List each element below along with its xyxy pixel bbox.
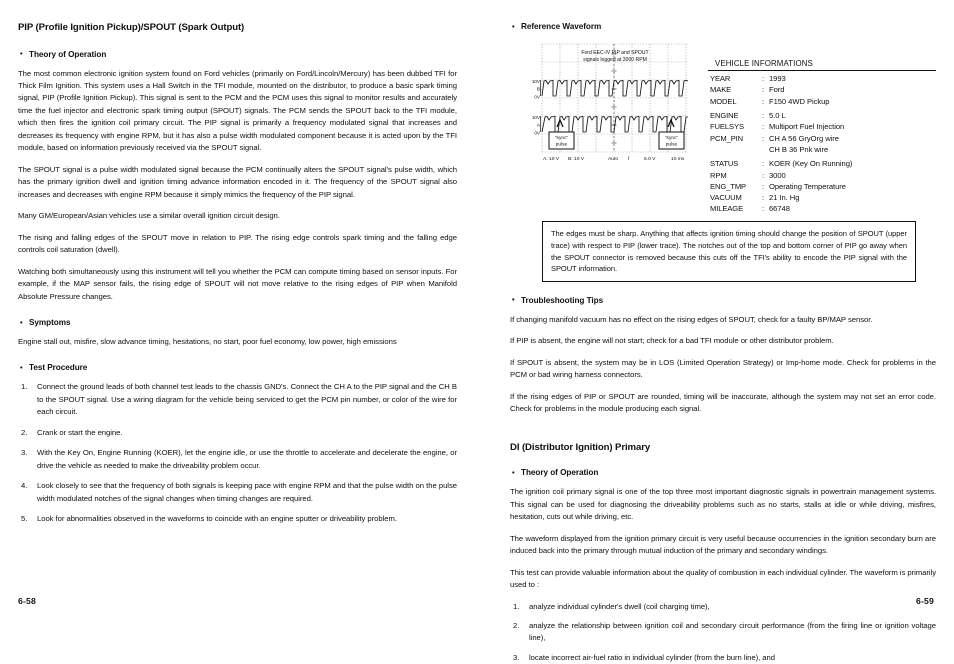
svg-text:Ford EEC-IV PIP and SPOUT: Ford EEC-IV PIP and SPOUT [581, 50, 649, 56]
vi-colon: : [762, 96, 765, 106]
svg-text:signals logged at 3000 RPM: signals logged at 3000 RPM [583, 57, 647, 63]
vi-key [710, 145, 762, 156]
table-row [710, 108, 852, 123]
list-item: Look for abnormalities observed in the waveforms to coincide with an engine sputter or driveability problem. [37, 514, 397, 524]
svg-text:6.0 V: 6.0 V [644, 157, 656, 162]
paragraph: If SPOUT is absent, the system may be in LOS (Limited Operation Strategy) or Imp-home mode. Check for problems in the PCM or bad wiring harness connectors. [510, 357, 936, 380]
vi-colon: : [762, 122, 765, 132]
waveform-note-box [542, 221, 916, 282]
vi-value: 5.0 L [769, 111, 786, 121]
vi-colon: : [762, 159, 765, 169]
vi-key: VACUUM [710, 193, 742, 203]
oscilloscope-waveform-image [516, 40, 694, 168]
svg-text:Auto: Auto [608, 157, 619, 162]
table-row [710, 122, 852, 133]
paragraph-symptoms: Engine stall out, misfire, slow advance timing, hesitations, no start, poor fuel economy, low power, high emissions [18, 337, 397, 346]
paragraph: The most common electronic ignition system found on Ford vehicles (primarily on Ford/Lincoln/Mercury) has been dubbed TFI for Thick Film Ignition. This system uses a Hall Switch in the TFI module, mounted on the distributor, to produce a basic spark timing signal, PIP (Profile Ignition Pickup). This signal is sent to the PCM and the PCM uses this signal to monitor results and accurately time the fuel injector and electronic spark timing output (SPOUT) signals. The PCM sends the SPOUT back to the TFI module, which then fires the ignition coil primary circuit. The PIP signal is primarily a frequency modulated signal that increases and decreases its frequency with engine RPM, but it has also a pulse width modulated component because it is acted upon by the TFI module, based on information previously received via the SPOUT signal. [18, 68, 457, 153]
svg-text:A: 10 V: A: 10 V [543, 157, 560, 162]
table-row [710, 182, 852, 193]
svg-text:f: f [628, 157, 630, 162]
vi-key: ENGINE [710, 111, 739, 121]
list-item: analyze individual cylinder's dwell (coil charging time), [529, 601, 710, 611]
vi-value: 21 In. Hg [769, 193, 800, 203]
paragraph: The SPOUT signal is a pulse width modulated signal because the PCM continually alters the SPOUT signal's pulse width, which has the primary ignition dwell and ignition timing advance information encoded in it. The frequency of the SPOUT signal also increases and decreases with engine RPM because it simply mimics the frequency of the PIP signal. [18, 164, 457, 199]
vi-value: F150 4WD Pickup [769, 96, 830, 106]
page-number-right: 6-59 [915, 596, 934, 606]
paragraph: The rising and falling edges of the SPOUT move in relation to PIP. The rising edge controls spark timing and the falling edge controls coil saturation (dwell). [18, 232, 457, 255]
vi-colon: : [762, 133, 765, 143]
table-row [710, 156, 852, 171]
vi-value: Operating Temperature [769, 181, 846, 191]
vi-colon: : [762, 170, 765, 180]
heading-symptoms: • Symptoms [18, 318, 457, 327]
svg-text:0V: 0V [534, 130, 540, 136]
vi-colon: : [762, 74, 765, 84]
svg-text:10V: 10V [531, 79, 540, 84]
page-title-pip-spout: PIP (Profile Ignition Pickup)/SPOUT (Spark Output) [18, 22, 245, 33]
list-item: locate incorrect air-fuel ratio in individual cylinder (from the burn line), and [529, 652, 775, 662]
list-item: Look closely to see that the frequency of both signals is keeping pace with engine RPM and that the pulse width on the pulse width modulated notches of the signal changes when timing changes are required. [37, 481, 457, 503]
paragraph: This test can provide valuable information about the quality of combustion in each individual cylinder. The waveform is primarily used to : [510, 567, 936, 590]
vi-key: PCM_PIN [710, 133, 744, 143]
vi-key: YEAR [710, 74, 731, 84]
svg-text:pulse: pulse [665, 142, 678, 148]
vi-colon: : [762, 204, 765, 214]
vehicle-information-title: VEHICLE INFORMATIONS [708, 60, 936, 71]
svg-text:A: A [536, 123, 540, 129]
paragraph: The waveform displayed from the ignition primary circuit is very useful because occurrencies in the ignition secondary burn are induced back into the primary through mutual induction of the primary and secondary windings. [510, 533, 936, 556]
table-row [710, 193, 852, 204]
right-page [477, 0, 954, 662]
vi-key: MILEAGE [710, 204, 744, 214]
vi-value: Multiport Fuel Injection [769, 122, 845, 132]
scope-svg [516, 40, 694, 168]
table-row [710, 133, 852, 144]
note-text: The edges must be sharp. Anything that affects ignition timing should change the position of SPOUT (upper trace) with respect to PIP (lower trace). The notches out of the top and bottom corner of PIP go away when the SPOUT connector is removed because this cuts off the TFI's ability to encode the PIP signal with the SPOUT information. [551, 229, 907, 274]
list-item: analyze the relationship between ignition coil and secondary circuit performance (from the firing line or ignition voltage line), [529, 621, 936, 643]
page-number-left: 6-58 [18, 596, 37, 606]
vi-colon: : [762, 111, 765, 121]
test-procedure-list [18, 381, 457, 525]
vehicle-information-table [710, 74, 852, 216]
table-row [710, 171, 852, 182]
svg-text:0V: 0V [534, 94, 540, 100]
vi-value: CH B 36 Pnk wire [769, 144, 829, 154]
list-item: Connect the ground leads of both channel test leads to the chassis GND's. Connect the CH A to the PIP signal and the CH B to the SPOUT signal. Use a wiring diagram for the vehicle being serviced to get the PCM pin number, or color of the wire for each circuit. [37, 382, 457, 417]
vi-value: 66748 [769, 204, 790, 214]
spacer [510, 425, 936, 438]
table-row [710, 145, 852, 156]
vi-key: RPM [710, 170, 727, 180]
svg-text:10 ms: 10 ms [671, 157, 685, 162]
vi-colon: : [762, 193, 765, 203]
svg-text:"sync": "sync" [664, 136, 679, 141]
heading-theory-of-operation: • Theory of Operation [18, 50, 457, 59]
paragraph: If the rising edges of PIP or SPOUT are rounded, timing will be inaccurate, although the system may not set an error code. Check for problems in the module producing each signal. [510, 391, 936, 414]
reference-waveform-row [510, 40, 936, 215]
vi-colon: : [762, 85, 765, 95]
table-row [710, 96, 852, 107]
paragraph: If PIP is absent, the engine will not start; check for a bad TFI module or other distributor problem. [510, 336, 834, 346]
vi-key: MODEL [710, 96, 737, 106]
page-title-di-primary: DI (Distributor Ignition) Primary [510, 441, 651, 453]
svg-text:B: B [536, 87, 540, 93]
vi-value: Ford [769, 85, 785, 95]
di-usage-list [510, 601, 936, 664]
vehicle-information-panel [708, 40, 936, 215]
paragraph: If changing manifold vacuum has no effect on the rising edges of SPOUT, check for a faulty BP/MAP sensor. [510, 314, 873, 324]
vi-value: 1993 [769, 74, 786, 84]
heading-test-procedure: • Test Procedure [18, 363, 457, 372]
list-item: With the Key On, Engine Running (KOER), let the engine idle, or use the throttle to accelerate and decelerate the engine, or drive the vehicle as needed to make the driveability problem occur. [37, 448, 457, 470]
heading-reference-waveform: • Reference Waveform [510, 22, 936, 31]
list-item: Crank or start the engine. [37, 427, 123, 437]
svg-text:10V: 10V [531, 115, 540, 120]
vi-value: CH A 56 GryOrg wire [769, 133, 839, 143]
left-page [0, 0, 477, 626]
vi-value: KOER (Key On Running) [769, 159, 853, 169]
vi-colon: : [762, 181, 765, 191]
vi-colon [762, 145, 769, 156]
vi-value: 3000 [769, 170, 786, 180]
vi-key: ENG_TMP [710, 181, 747, 191]
paragraph: Many GM/European/Asian vehicles use a similar overall ignition circuit design. [18, 211, 280, 221]
paragraph: The ignition coil primary signal is one of the top three most important diagnostic signals in powertrain management systems. This signal can be used for diagnosing the driveability problems such as no starts, stalls at idle or while driving, misfires, hesitation, cuts out while driving, etc. [510, 487, 936, 522]
table-row [710, 74, 852, 85]
table-row [710, 85, 852, 96]
vi-key: MAKE [710, 85, 732, 95]
heading-troubleshooting-tips: • Troubleshooting Tips [510, 296, 936, 305]
paragraph: Watching both simultaneously using this instrument will tell you whether the PCM can compute timing based on sensor inputs. For example, if the MAP sensor fails, the rising edge of SPOUT will not move relative to the rising edges of PIP when Manifold Absolute Pressure changes. [18, 266, 457, 301]
svg-text:B: 10 V: B: 10 V [568, 157, 585, 162]
table-row [710, 204, 852, 215]
svg-text:pulse: pulse [555, 142, 568, 148]
svg-text:"sync": "sync" [554, 136, 569, 141]
vi-key: STATUS [710, 159, 739, 169]
heading-di-theory-of-operation: • Theory of Operation [510, 468, 936, 477]
vi-key: FUELSYS [710, 122, 744, 132]
